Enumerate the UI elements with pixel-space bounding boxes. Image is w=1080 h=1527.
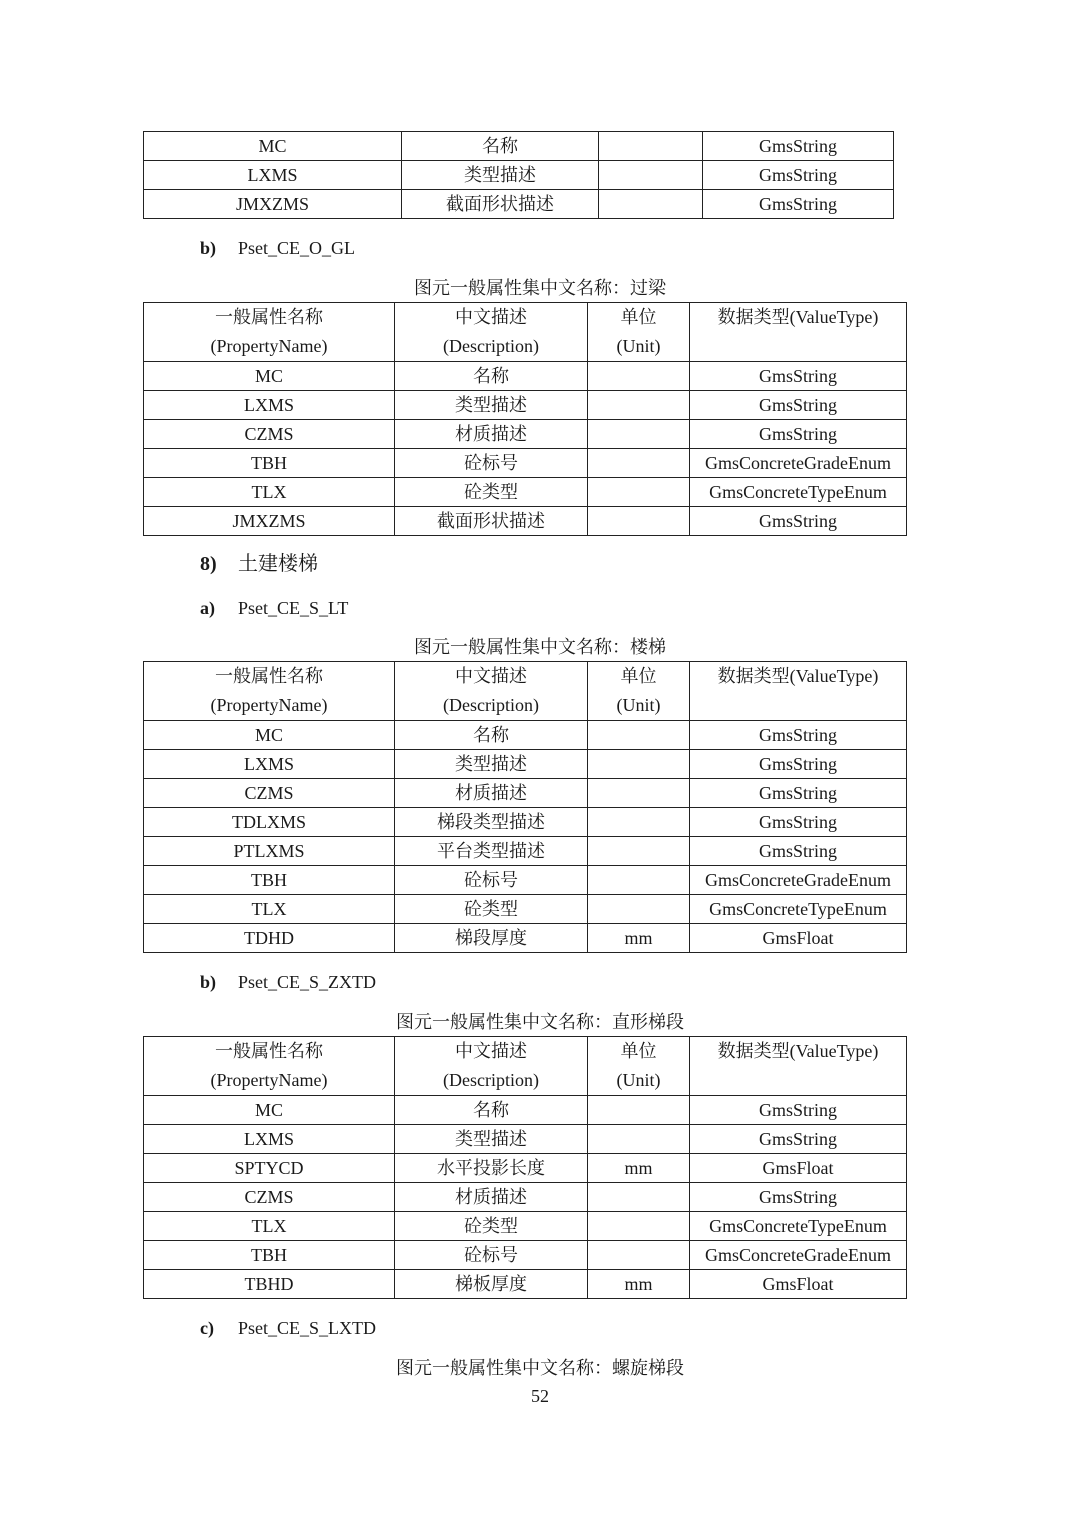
cell-description: 水平投影长度: [395, 1154, 588, 1183]
cell-description: 梯段厚度: [395, 924, 588, 953]
table-row: [144, 1241, 907, 1270]
cell-unit: [588, 866, 690, 895]
header-text: 一般属性名称: [215, 666, 323, 686]
cell-unit: [588, 1183, 690, 1212]
header-text: (Unit): [616, 695, 661, 715]
cell-unit: [588, 808, 690, 837]
cell-unit: [588, 837, 690, 866]
header-unit: [588, 303, 690, 362]
cell-value-type: GmsString: [690, 1125, 907, 1154]
cell-unit: [588, 478, 690, 507]
cell-description: 名称: [402, 132, 599, 161]
property-table-continued: [143, 131, 894, 219]
cell-description: 名称: [395, 362, 588, 391]
cell-unit: [588, 391, 690, 420]
table-row: [144, 808, 907, 837]
table-header-row: [144, 303, 907, 362]
cell-property-name: TLX: [144, 1212, 395, 1241]
cell-unit: [588, 1125, 690, 1154]
cell-unit: [588, 895, 690, 924]
table-row: [144, 1154, 907, 1183]
cell-property-name: TBH: [144, 866, 395, 895]
section-number: a): [200, 598, 215, 618]
table-row: [144, 362, 907, 391]
cell-description: 梯板厚度: [395, 1270, 588, 1299]
cell-value-type: GmsString: [703, 132, 894, 161]
cell-value-type: GmsFloat: [690, 924, 907, 953]
cell-unit: [588, 721, 690, 750]
cell-unit: [599, 161, 703, 190]
cell-description: 平台类型描述: [395, 837, 588, 866]
table-row: [144, 837, 907, 866]
cell-unit: [588, 449, 690, 478]
table-row: [144, 478, 907, 507]
cell-description: 砼类型: [395, 1212, 588, 1241]
header-unit: [588, 1037, 690, 1096]
cell-value-type: GmsString: [703, 161, 894, 190]
section-heading-8: [200, 552, 318, 576]
cell-description: 类型描述: [395, 391, 588, 420]
cell-property-name: JMXZMS: [144, 507, 395, 536]
table-row: [144, 507, 907, 536]
cell-value-type: GmsString: [690, 362, 907, 391]
cell-property-name: TBH: [144, 449, 395, 478]
cell-unit: mm: [588, 1154, 690, 1183]
cell-property-name: LXMS: [144, 750, 395, 779]
cell-description: 名称: [395, 1096, 588, 1125]
table-row: [144, 132, 894, 161]
cell-unit: mm: [588, 1270, 690, 1299]
table-row: [144, 779, 907, 808]
cell-property-name: TBHD: [144, 1270, 395, 1299]
section-title: Pset_CE_S_LT: [238, 598, 349, 618]
header-value-type: [690, 303, 907, 362]
table-row: [144, 190, 894, 219]
cell-unit: [588, 750, 690, 779]
header-text: 单位: [620, 666, 657, 686]
cell-value-type: GmsString: [690, 721, 907, 750]
cell-unit: [588, 420, 690, 449]
cell-value-type: GmsFloat: [690, 1270, 907, 1299]
header-text: 中文描述: [455, 666, 527, 686]
table-header-row: [144, 662, 907, 721]
header-text: (Unit): [616, 1070, 661, 1090]
section-number: c): [200, 1318, 214, 1338]
header-description: [395, 1037, 588, 1096]
table-row: [144, 750, 907, 779]
header-value-type: [690, 662, 907, 721]
table-row: [144, 924, 907, 953]
cell-value-type: GmsString: [690, 808, 907, 837]
table-caption-louti: 图元一般属性集中文名称：楼梯: [414, 637, 666, 657]
section-number: b): [200, 238, 217, 258]
property-table-zhixing-tiduan: [143, 1036, 907, 1299]
header-text: (Description): [443, 1070, 539, 1090]
cell-description: 材质描述: [395, 420, 588, 449]
cell-value-type: GmsString: [703, 190, 894, 219]
cell-description: 砼类型: [395, 478, 588, 507]
table-row: [144, 866, 907, 895]
table-row: [144, 1183, 907, 1212]
header-text: 数据类型(ValueType): [717, 666, 879, 686]
header-text: 中文描述: [455, 307, 527, 327]
cell-description: 砼标号: [395, 866, 588, 895]
section-title: Pset_CE_O_GL: [238, 238, 355, 258]
cell-description: 类型描述: [402, 161, 599, 190]
cell-description: 截面形状描述: [395, 507, 588, 536]
table-row: [144, 1212, 907, 1241]
cell-property-name: JMXZMS: [144, 190, 402, 219]
cell-property-name: CZMS: [144, 1183, 395, 1212]
cell-unit: [588, 362, 690, 391]
section-heading-b-gl: [200, 236, 355, 260]
header-description: [395, 662, 588, 721]
cell-unit: [599, 190, 703, 219]
cell-unit: [588, 1212, 690, 1241]
cell-value-type: GmsConcreteTypeEnum: [690, 478, 907, 507]
section-number: 8): [200, 553, 217, 575]
header-text: 一般属性名称: [215, 1041, 323, 1061]
header-property-name: [144, 662, 395, 721]
section-title: Pset_CE_S_ZXTD: [238, 972, 377, 992]
header-text: (PropertyName): [210, 336, 328, 356]
table-row: [144, 391, 907, 420]
cell-description: 类型描述: [395, 750, 588, 779]
page-number: 52: [531, 1386, 549, 1406]
cell-description: 名称: [395, 721, 588, 750]
header-property-name: [144, 1037, 395, 1096]
cell-unit: [599, 132, 703, 161]
cell-property-name: PTLXMS: [144, 837, 395, 866]
header-text: 数据类型(ValueType): [717, 1041, 879, 1061]
header-text: (PropertyName): [210, 695, 328, 715]
cell-value-type: GmsString: [690, 391, 907, 420]
table-row: [144, 1096, 907, 1125]
header-value-type: [690, 1037, 907, 1096]
property-table-louti: [143, 661, 907, 953]
cell-description: 截面形状描述: [402, 190, 599, 219]
cell-value-type: GmsConcreteGradeEnum: [690, 866, 907, 895]
section-heading-a-lt: [200, 596, 348, 620]
table-row: [144, 449, 907, 478]
cell-property-name: LXMS: [144, 161, 402, 190]
cell-value-type: GmsString: [690, 750, 907, 779]
cell-description: 类型描述: [395, 1125, 588, 1154]
cell-description: 砼标号: [395, 1241, 588, 1270]
header-text: 中文描述: [455, 1041, 527, 1061]
section-heading-c-lxtd: [200, 1316, 376, 1340]
cell-unit: [588, 507, 690, 536]
section-heading-b-zxtd: [200, 970, 376, 994]
cell-unit: mm: [588, 924, 690, 953]
header-text: (Description): [443, 695, 539, 715]
property-table-guoliang: [143, 302, 907, 536]
cell-description: 砼标号: [395, 449, 588, 478]
table-caption-guoliang: 图元一般属性集中文名称：过梁: [414, 278, 666, 298]
table-row: [144, 420, 907, 449]
cell-property-name: TDLXMS: [144, 808, 395, 837]
cell-value-type: GmsString: [690, 1183, 907, 1212]
cell-value-type: GmsConcreteGradeEnum: [690, 449, 907, 478]
cell-unit: [588, 1241, 690, 1270]
cell-property-name: MC: [144, 721, 395, 750]
cell-property-name: CZMS: [144, 779, 395, 808]
header-unit: [588, 662, 690, 721]
cell-value-type: GmsString: [690, 420, 907, 449]
cell-value-type: GmsConcreteTypeEnum: [690, 1212, 907, 1241]
cell-description: 梯段类型描述: [395, 808, 588, 837]
cell-property-name: TLX: [144, 895, 395, 924]
cell-description: 材质描述: [395, 779, 588, 808]
cell-property-name: MC: [144, 1096, 395, 1125]
section-title: 土建楼梯: [238, 553, 318, 575]
table-row: [144, 721, 907, 750]
table-row: [144, 161, 894, 190]
cell-unit: [588, 1096, 690, 1125]
table-caption-luoxuan: 图元一般属性集中文名称：螺旋梯段: [396, 1358, 684, 1378]
cell-property-name: TBH: [144, 1241, 395, 1270]
cell-value-type: GmsConcreteGradeEnum: [690, 1241, 907, 1270]
header-text: 单位: [620, 307, 657, 327]
header-text: 数据类型(ValueType): [717, 307, 879, 327]
cell-property-name: LXMS: [144, 1125, 395, 1154]
header-text: (PropertyName): [210, 1070, 328, 1090]
table-row: [144, 895, 907, 924]
cell-property-name: SPTYCD: [144, 1154, 395, 1183]
cell-property-name: LXMS: [144, 391, 395, 420]
header-text: 一般属性名称: [215, 307, 323, 327]
cell-property-name: TDHD: [144, 924, 395, 953]
cell-property-name: MC: [144, 132, 402, 161]
cell-unit: [588, 779, 690, 808]
header-text: (Description): [443, 336, 539, 356]
cell-property-name: CZMS: [144, 420, 395, 449]
cell-value-type: GmsConcreteTypeEnum: [690, 895, 907, 924]
cell-value-type: GmsString: [690, 779, 907, 808]
header-description: [395, 303, 588, 362]
cell-value-type: GmsString: [690, 1096, 907, 1125]
cell-value-type: GmsFloat: [690, 1154, 907, 1183]
table-caption-zhixing: 图元一般属性集中文名称：直形梯段: [396, 1012, 684, 1032]
table-header-row: [144, 1037, 907, 1096]
cell-value-type: GmsString: [690, 837, 907, 866]
header-text: (Unit): [616, 336, 661, 356]
section-number: b): [200, 972, 217, 992]
cell-description: 材质描述: [395, 1183, 588, 1212]
cell-value-type: GmsString: [690, 507, 907, 536]
cell-property-name: MC: [144, 362, 395, 391]
header-text: 单位: [620, 1041, 657, 1061]
cell-property-name: TLX: [144, 478, 395, 507]
cell-description: 砼类型: [395, 895, 588, 924]
table-row: [144, 1125, 907, 1154]
table-row: [144, 1270, 907, 1299]
section-title: Pset_CE_S_LXTD: [238, 1318, 377, 1338]
header-property-name: [144, 303, 395, 362]
